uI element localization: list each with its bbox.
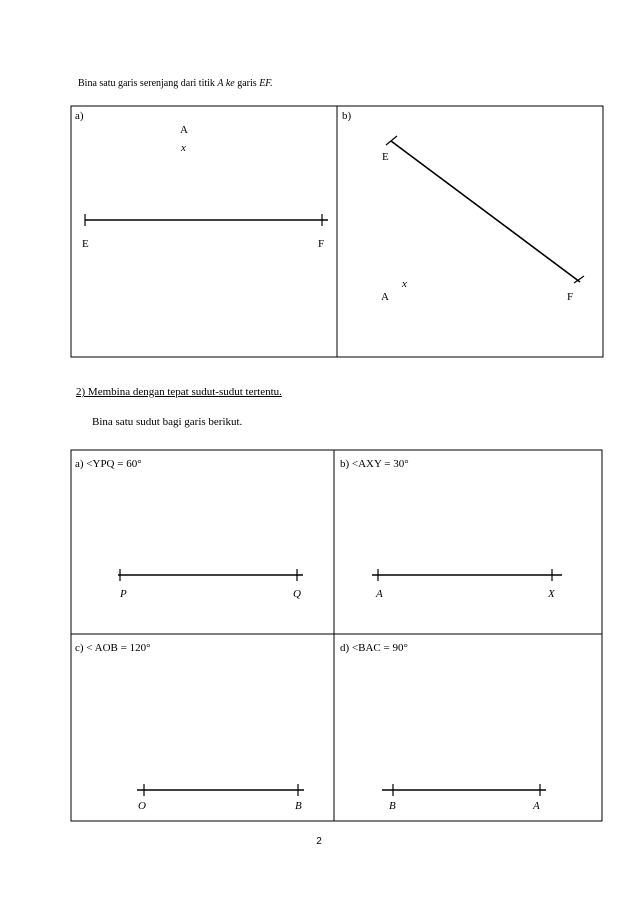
q2c-left-label: O bbox=[138, 800, 146, 812]
q2d-left-label: B bbox=[389, 800, 396, 812]
q1a-point-label: A bbox=[180, 124, 188, 136]
q1b-cell bbox=[342, 110, 584, 303]
q1a-left-label: E bbox=[82, 238, 89, 250]
instruction-point: A ke bbox=[217, 78, 235, 89]
q2a-left-label: P bbox=[120, 588, 127, 600]
q2-table bbox=[71, 450, 602, 821]
q1b-end-label: F bbox=[567, 291, 574, 303]
q2d-right-label: A bbox=[533, 800, 540, 812]
q2-title: 2) Membina dengan tepat sudut-sudut tertentu. bbox=[76, 386, 282, 398]
q1b-label: b) bbox=[342, 110, 352, 122]
q2a-label: a) <YPQ = 60° bbox=[75, 458, 142, 470]
q1b-point-mark: x bbox=[402, 278, 407, 290]
q2d-cell bbox=[340, 642, 546, 812]
q1a-label: a) bbox=[75, 110, 84, 122]
q2-subtitle: Bina satu sudut bagi garis berikut. bbox=[92, 416, 243, 428]
q2c-cell bbox=[75, 642, 304, 812]
q2b-right-label: X bbox=[548, 588, 555, 600]
q2b-label: b) <AXY = 30° bbox=[340, 458, 409, 470]
q1a-point-mark: x bbox=[181, 142, 186, 154]
q1b-line-ef bbox=[391, 141, 580, 282]
q2d-label: d) <BAC = 90° bbox=[340, 642, 408, 654]
q1a-right-label: F bbox=[318, 238, 325, 250]
q2a-right-label: Q bbox=[293, 588, 301, 600]
q1b-top-label: E bbox=[382, 151, 389, 163]
q1a-cell bbox=[75, 110, 328, 250]
q1b-point-label: A bbox=[381, 291, 389, 303]
q1-table bbox=[71, 106, 603, 357]
q2a-cell bbox=[75, 458, 303, 600]
q2c-label: c) < AOB = 120° bbox=[75, 642, 151, 654]
q2c-right-label: B bbox=[295, 800, 302, 812]
instruction-mid: garis bbox=[237, 78, 257, 89]
instruction-lead: Bina satu garis serenjang dari titik bbox=[78, 78, 215, 89]
q2b-left-label: A bbox=[376, 588, 383, 600]
q2b-cell bbox=[340, 458, 562, 600]
page-number: 2 bbox=[316, 836, 322, 847]
instruction-line: EF. bbox=[259, 78, 273, 89]
